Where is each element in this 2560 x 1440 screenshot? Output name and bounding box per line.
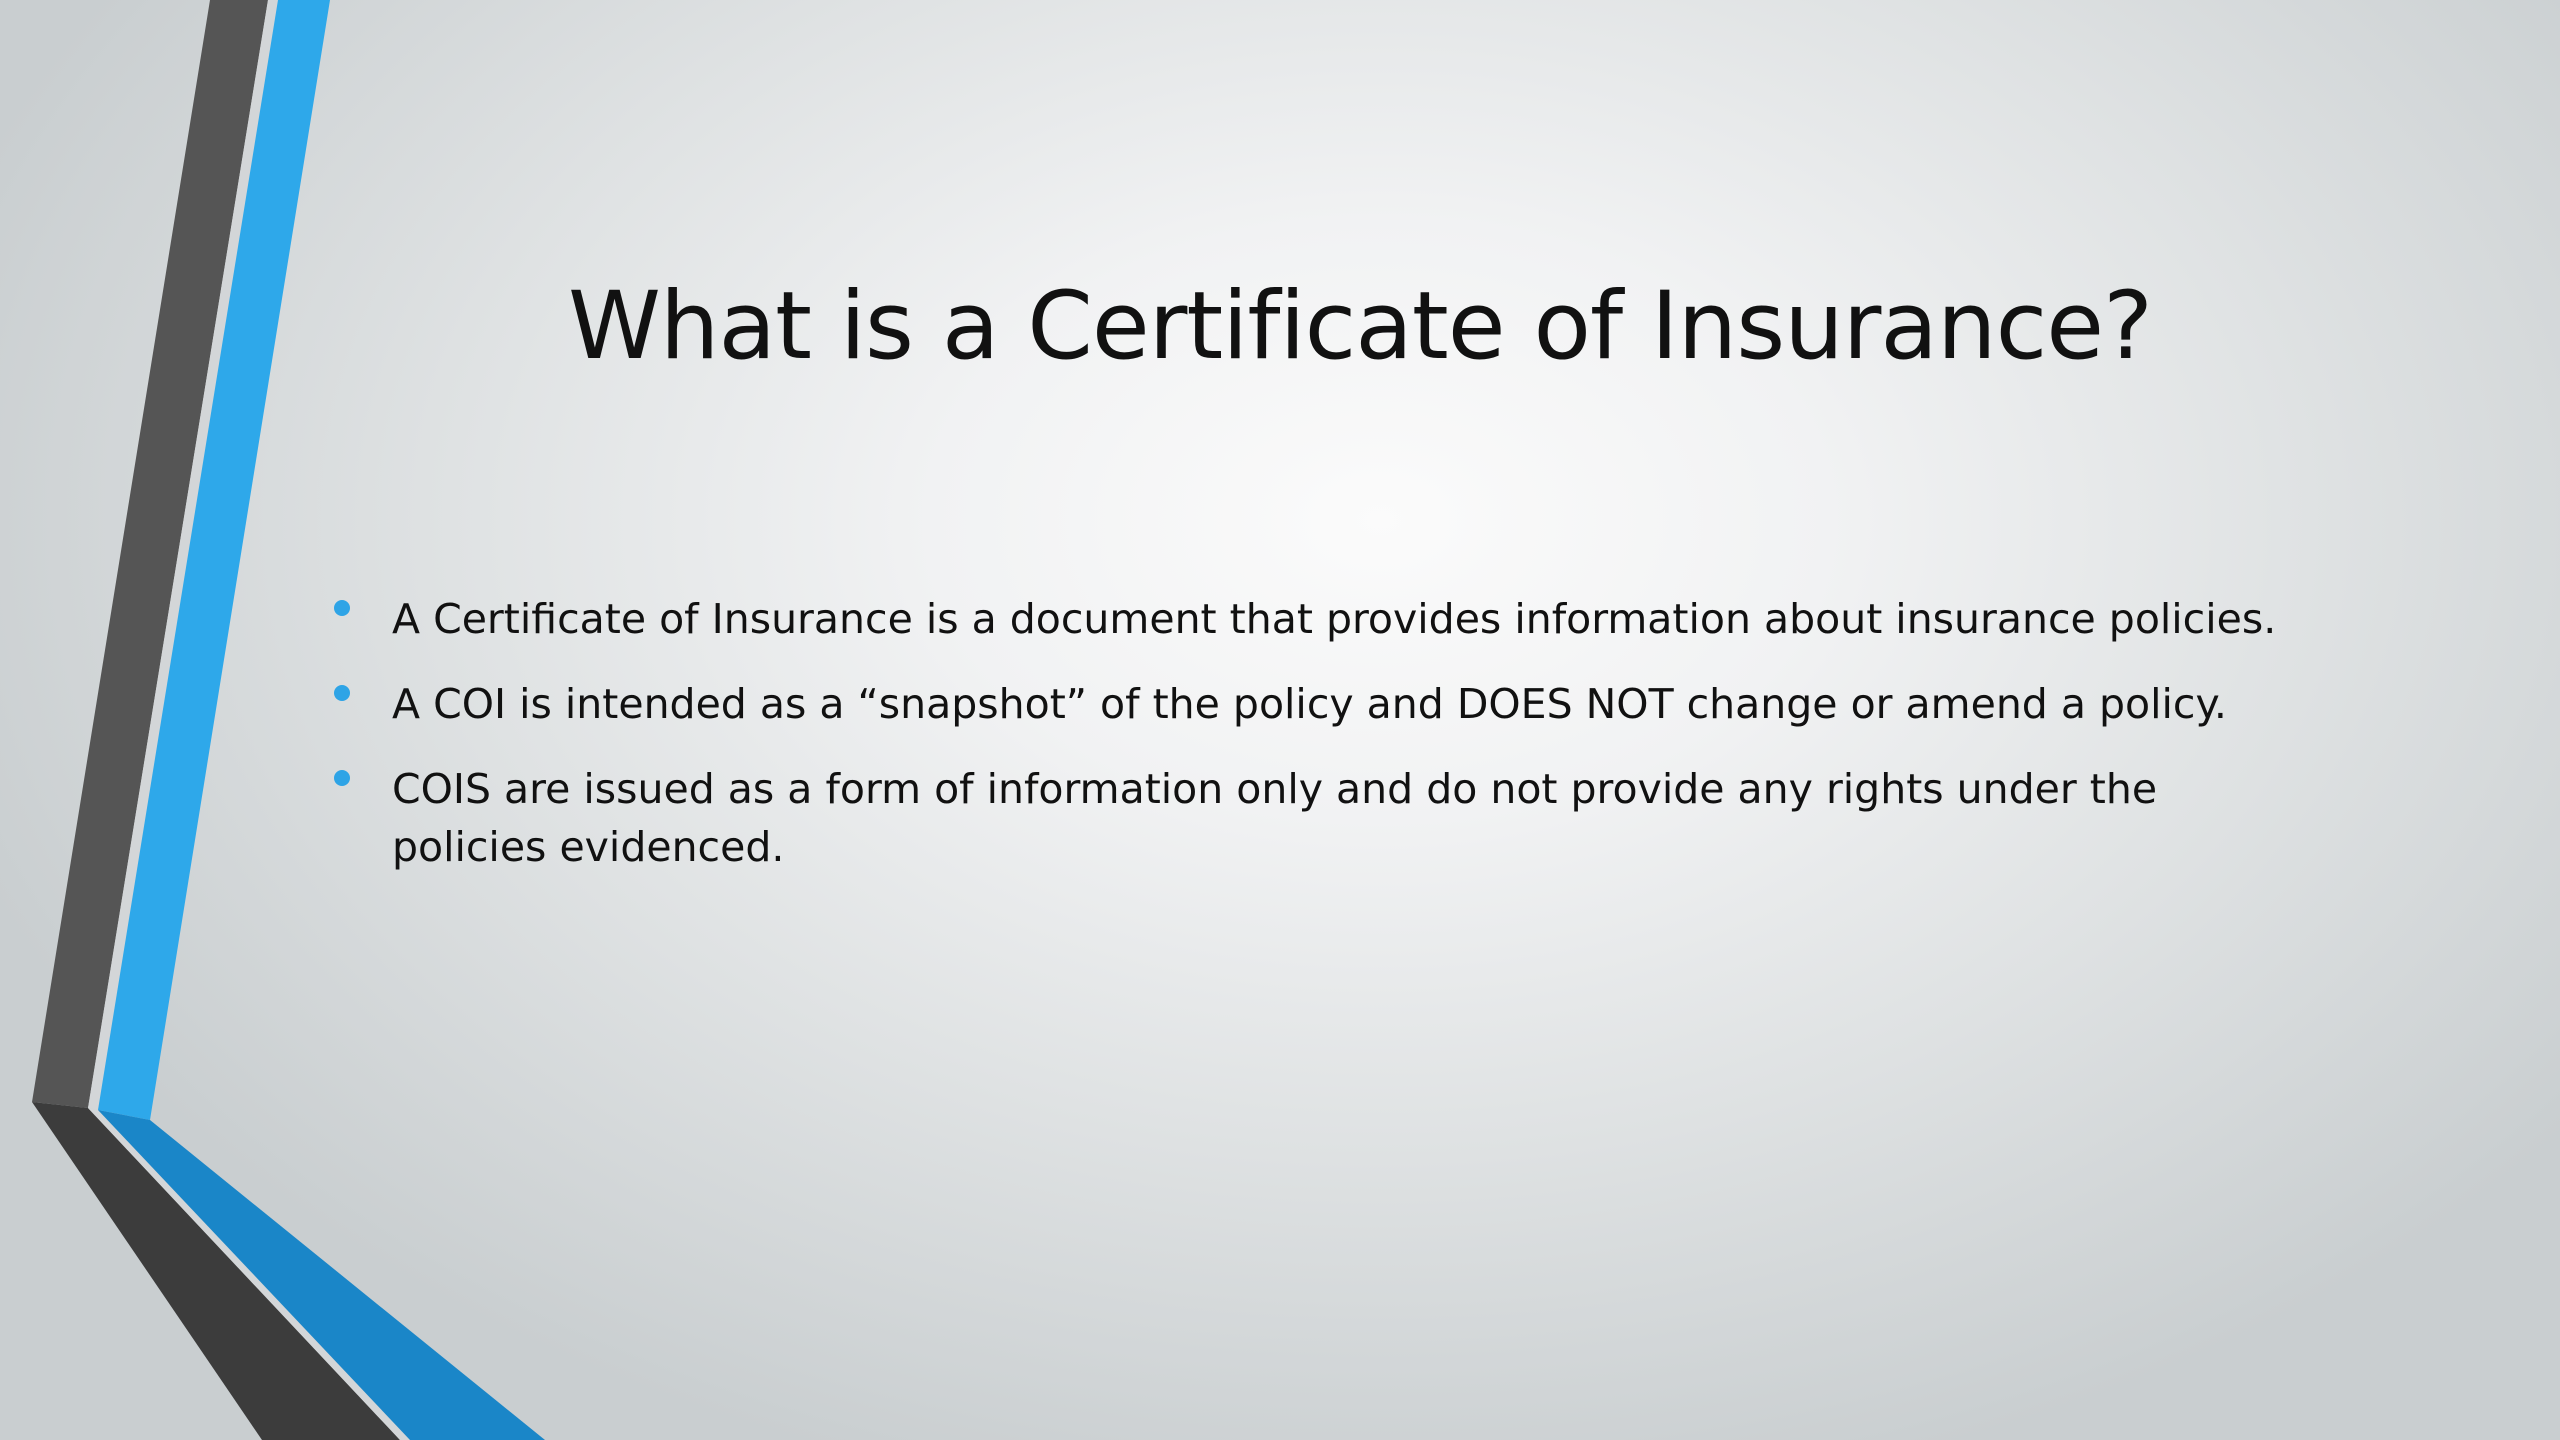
bullet-item (330, 590, 2310, 648)
bullet-dot-icon (334, 600, 350, 616)
bullet-dot-icon (334, 770, 350, 786)
bullet-text: A Certificate of Insurance is a document that provides information about insurance policies. (392, 595, 2277, 643)
light-stripe-upper (88, 0, 278, 1110)
bullet-dot-icon (334, 685, 350, 701)
bullet-item (330, 675, 2310, 733)
slide-title: What is a Certificate of Insurance? (567, 272, 2153, 381)
bullet-list (330, 590, 2310, 903)
bullet-item (330, 760, 2310, 876)
charcoal-stripe-lower (32, 1102, 400, 1440)
bullet-text: COIS are issued as a form of information only and do not provide any rights under the policies evidenced. (392, 765, 2158, 871)
bullet-text: A COI is intended as a “snapshot” of the policy and DOES NOT change or amend a policy. (392, 680, 2227, 728)
